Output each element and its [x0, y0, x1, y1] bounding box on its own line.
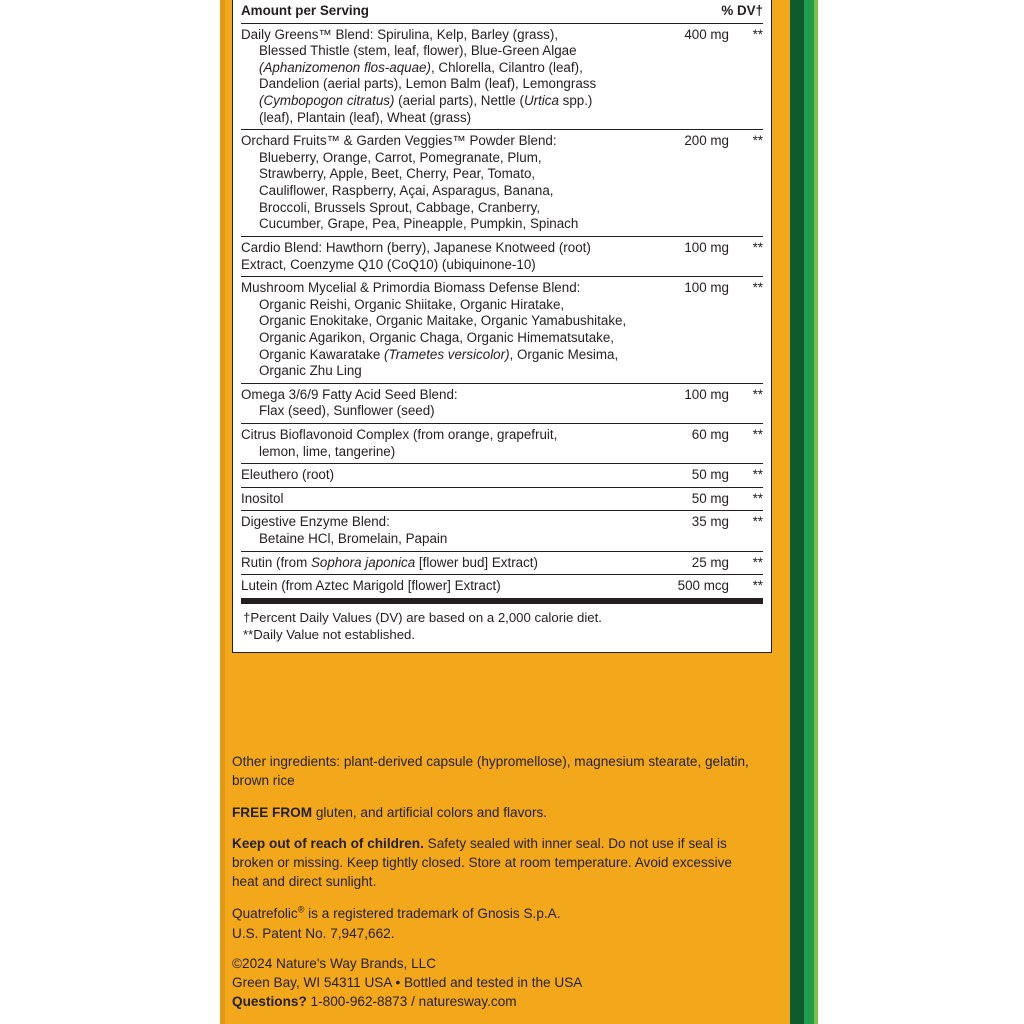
ingredient-continuation: lemon, lime, tangerine)	[259, 443, 396, 459]
questions-value: 1-800-962-8873 / naturesway.com	[306, 993, 517, 1009]
ingredient-amount: 25 mg	[643, 551, 729, 575]
ingredient-name	[241, 383, 643, 423]
ingredient-main-line: Omega 3/6/9 Fatty Acid Seed Blend:	[241, 386, 458, 402]
free-from-label: FREE FROM	[232, 804, 313, 820]
ingredient-continuation: Betaine HCl, Bromelain, Papain	[259, 531, 448, 547]
ingredient-continuation: Organic Kawaratake (Trametes versicolor), Organic Mesima,	[259, 346, 619, 362]
questions-label: Questions?	[232, 993, 307, 1009]
table-row	[241, 130, 763, 237]
table-row	[241, 511, 763, 551]
free-from-text: gluten, and artificial colors and flavors.	[312, 804, 548, 820]
ingredient-dv: **	[729, 236, 763, 276]
ingredient-continuation: Dandelion (aerial parts), Lemon Balm (leaf), Lemongrass	[259, 76, 597, 92]
other-ingredients-text: Other ingredients: plant-derived capsule (hypromellose), magnesium stearate, gelatin, brown rice	[232, 754, 749, 789]
ingredient-continuation: Organic Enokitake, Organic Maitake, Organic Yamabushitake,	[259, 313, 627, 329]
ingredient-name	[241, 511, 643, 551]
ingredient-main-line: Daily Greens™ Blend: Spirulina, Kelp, Barley (grass),	[241, 26, 559, 42]
trademark-line-1: Quatrefolic® is a registered trademark of Gnosis S.p.A.	[232, 904, 561, 922]
ingredient-main-line: Citrus Bioflavonoid Complex (from orange, grapefruit,	[241, 427, 558, 443]
ingredient-dv: **	[729, 551, 763, 575]
ingredient-amount: 500 mcg	[643, 575, 729, 598]
ingredient-name	[241, 424, 643, 464]
ingredient-continuation: (Aphanizomenon flos-aquae), Chlorella, Cilantro (leaf),	[259, 59, 583, 75]
ingredient-dv: **	[729, 383, 763, 423]
supplement-facts-box	[232, 0, 772, 653]
table-row	[241, 236, 763, 276]
ingredient-continuation: Cauliflower, Raspberry, Açai, Asparagus, Banana,	[259, 183, 554, 199]
ingredient-continuation: Organic Zhu Ling	[259, 363, 362, 379]
table-row	[241, 487, 763, 511]
ingredient-continuation: Broccoli, Brussels Sprout, Cabbage, Cranberry,	[259, 199, 541, 215]
ingredient-amount: 100 mg	[643, 383, 729, 423]
ingredient-dv: **	[729, 511, 763, 551]
warning-bold-text: Keep out of reach of children.	[232, 835, 424, 851]
ingredient-continuation: (Cymbopogon citratus) (aerial parts), Nettle (Urtica spp.)	[259, 93, 593, 109]
ingredient-continuation: Blueberry, Orange, Carrot, Pomegranate, Plum,	[259, 149, 542, 165]
table-row	[241, 23, 763, 130]
warning-line	[232, 834, 752, 892]
bottle-edge-mid-green	[804, 0, 814, 1024]
table-row	[241, 575, 763, 598]
copyright-line: ©2024 Nature's Way Brands, LLC	[232, 955, 437, 971]
table-row	[241, 464, 763, 488]
table-header-row	[241, 0, 763, 23]
ingredient-name: Lutein (from Aztec Marigold [flower] Extract)	[241, 575, 643, 598]
ingredient-dv: **	[729, 575, 763, 598]
ingredient-dv: **	[729, 130, 763, 237]
table-row	[241, 551, 763, 575]
table-row	[241, 424, 763, 464]
ingredient-main-line: Cardio Blend: Hawthorn (berry), Japanese Knotweed (root)	[241, 239, 591, 255]
ingredient-dv: **	[729, 23, 763, 130]
ingredient-name	[241, 277, 643, 384]
address-line: Green Bay, WI 54311 USA • Bottled and tested in the USA	[232, 974, 583, 990]
bottle-edge-dark-green	[790, 0, 804, 1024]
ingredient-dv: **	[729, 487, 763, 511]
ingredient-continuation: Organic Agarikon, Organic Chaga, Organic Himematsutake,	[259, 329, 615, 345]
ingredient-main-line: Digestive Enzyme Blend:	[241, 514, 390, 530]
supplement-facts-table	[241, 0, 763, 598]
footnote-dv-basis: †Percent Daily Values (DV) are based on a 2,000 calorie diet.	[243, 609, 602, 625]
panel-left-edge	[220, 0, 225, 1024]
ingredient-amount: 200 mg	[643, 130, 729, 237]
ingredient-name	[241, 236, 643, 276]
ingredient-amount: 100 mg	[643, 236, 729, 276]
ingredient-amount: 35 mg	[643, 511, 729, 551]
ingredient-dv: **	[729, 424, 763, 464]
label-info-block	[232, 752, 752, 1023]
ingredient-continuation: Organic Reishi, Organic Shiitake, Organic Hiratake,	[259, 296, 565, 312]
ingredient-amount: 60 mg	[643, 424, 729, 464]
ingredient-name: Inositol	[241, 487, 643, 511]
ingredient-continuation: Blessed Thistle (stem, leaf, flower), Blue-Green Algae	[259, 43, 577, 59]
free-from-line	[232, 803, 752, 822]
warning-detail-text: Safety sealed with inner seal. Do not use if seal is broken or missing. Keep tightly closed. Store at room temperature. Avoid excessive heat and direct sunlight.	[232, 835, 732, 890]
trademark-line-2: U.S. Patent No. 7,947,662.	[232, 925, 395, 941]
ingredient-continuation: Extract, Coenzyme Q10 (CoQ10) (ubiquinone-10)	[241, 256, 536, 272]
bottle-edge-light-green	[814, 0, 818, 1024]
ingredient-name	[241, 23, 643, 130]
ingredient-main-line: Orchard Fruits™ & Garden Veggies™ Powder Blend:	[241, 133, 557, 149]
ingredient-main-line: Mushroom Mycelial & Primordia Biomass Defense Blend:	[241, 280, 581, 296]
ingredient-amount: 100 mg	[643, 277, 729, 384]
ingredient-dv: **	[729, 464, 763, 488]
ingredient-amount: 400 mg	[643, 23, 729, 130]
trademark-block	[232, 904, 752, 943]
ingredient-continuation: Flax (seed), Sunflower (seed)	[259, 403, 435, 419]
ingredient-continuation: (leaf), Plantain (leaf), Wheat (grass)	[259, 109, 472, 125]
table-row	[241, 383, 763, 423]
ingredient-amount: 50 mg	[643, 464, 729, 488]
ingredient-name: Rutin (from Sophora japonica [flower bud] Extract)	[241, 551, 643, 575]
dv-header: % DV†	[721, 3, 763, 18]
ingredient-name	[241, 130, 643, 237]
ingredient-continuation: Cucumber, Grape, Pea, Pineapple, Pumpkin, Spinach	[259, 216, 579, 232]
ingredient-continuation: Strawberry, Apple, Beet, Cherry, Pear, Tomato,	[259, 166, 536, 182]
ingredient-amount: 50 mg	[643, 487, 729, 511]
ingredient-name: Eleuthero (root)	[241, 464, 643, 488]
amount-per-serving-header: Amount per Serving	[241, 3, 369, 18]
table-row	[241, 277, 763, 384]
ingredient-dv: **	[729, 277, 763, 384]
company-block	[232, 954, 752, 1011]
footnote-dv-not-established: **Daily Value not established.	[243, 626, 416, 642]
footnotes	[241, 604, 763, 652]
